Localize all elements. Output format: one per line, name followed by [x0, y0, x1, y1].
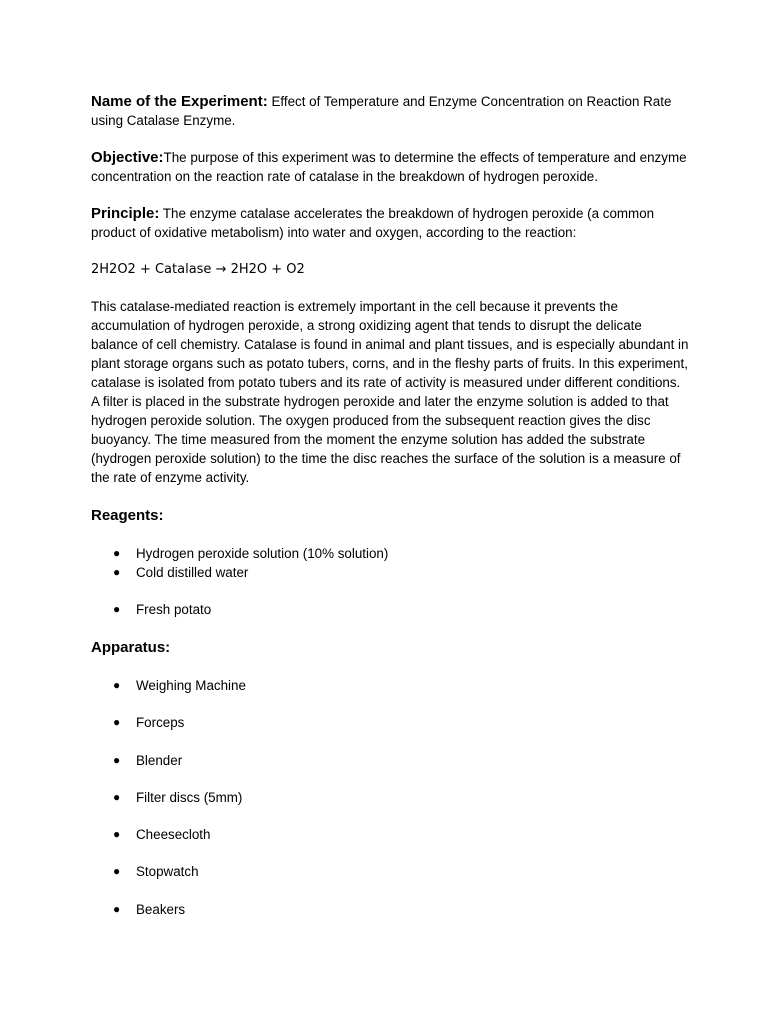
- principle-label: Principle:: [91, 205, 160, 222]
- bullet-icon: ●: [113, 715, 121, 729]
- apparatus-list: [91, 676, 691, 919]
- experiment-name-label: Name of the Experiment:: [91, 93, 268, 110]
- apparatus-item: [91, 788, 691, 807]
- principle-text: The enzyme catalase accelerates the breakdown of hydrogen peroxide (a common product of oxidative metabolism) into water and oxygen, according to the reaction:: [91, 206, 655, 240]
- apparatus-item: [91, 862, 691, 881]
- apparatus-item-label: Beakers: [136, 902, 186, 917]
- bullet-icon: ●: [113, 790, 121, 804]
- reagent-item-label: Cold distilled water: [136, 565, 249, 580]
- apparatus-item-label: Filter discs (5mm): [136, 790, 243, 805]
- apparatus-item: [91, 825, 691, 844]
- apparatus-item-label: Forceps: [136, 715, 185, 730]
- reagent-item: [91, 600, 691, 619]
- reaction-equation: 2H2O2 + Catalase → 2H2O + O2: [91, 262, 305, 277]
- reagent-item: [91, 544, 691, 563]
- objective-label: Objective:: [91, 149, 164, 166]
- reagent-item: [91, 563, 691, 582]
- apparatus-item-label: Blender: [136, 753, 183, 768]
- principle-paragraph: [91, 204, 691, 242]
- objective-paragraph: [91, 148, 691, 186]
- apparatus-item: [91, 676, 691, 695]
- apparatus-item-label: Cheesecloth: [136, 827, 211, 842]
- apparatus-item: [91, 751, 691, 770]
- bullet-icon: ●: [113, 864, 121, 878]
- reagents-list-top: [91, 544, 691, 582]
- reagent-item-label: Fresh potato: [136, 602, 212, 617]
- objective-text: The purpose of this experiment was to determine the effects of temperature and enzyme concentration on the reaction rate of catalase in the breakdown of hydrogen peroxide.: [91, 150, 687, 184]
- bullet-icon: ●: [113, 546, 121, 560]
- document-page: [91, 92, 691, 919]
- principle-body: This catalase-mediated reaction is extremely important in the cell because it prevents the accumulation of hydrogen peroxide, a strong oxidizing agent that tends to disrupt the delicate balance of cell chemistry. Catalase is found in animal and plant tissues, and is especially abundant in plant storage organs such as potato tubers, corns, and in the fleshy parts of fruits. In this experiment, catalase is isolated from potato tubers and its rate of activity is measured under different conditions. A filter is placed in the substrate hydrogen peroxide and later the enzyme solution is added to that hydrogen peroxide solution. The oxygen produced from the subsequent reaction gives the disc buoyancy. The time measured from the moment the enzyme solution has added the substrate (hydrogen peroxide solution) to the time the disc reaches the surface of the solution is a measure of the rate of enzyme activity.: [91, 299, 689, 485]
- apparatus-item: [91, 900, 691, 919]
- apparatus-heading: Apparatus:: [91, 639, 171, 656]
- reagents-list-bottom: [91, 600, 691, 619]
- bullet-icon: ●: [113, 827, 121, 841]
- bullet-icon: ●: [113, 902, 121, 916]
- bullet-icon: ●: [113, 602, 121, 616]
- experiment-name-text: Effect of Temperature and Enzyme Concentration on Reaction Rate using Catalase Enzyme.: [91, 94, 672, 128]
- reagent-item-label: Hydrogen peroxide solution (10% solution): [136, 546, 389, 561]
- apparatus-item-label: Stopwatch: [136, 864, 199, 879]
- experiment-name-paragraph: [91, 92, 691, 130]
- bullet-icon: ●: [113, 678, 121, 692]
- apparatus-item: [91, 713, 691, 732]
- bullet-icon: ●: [113, 753, 121, 767]
- reagents-heading: Reagents:: [91, 507, 164, 524]
- apparatus-item-label: Weighing Machine: [136, 678, 246, 693]
- bullet-icon: ●: [113, 565, 121, 579]
